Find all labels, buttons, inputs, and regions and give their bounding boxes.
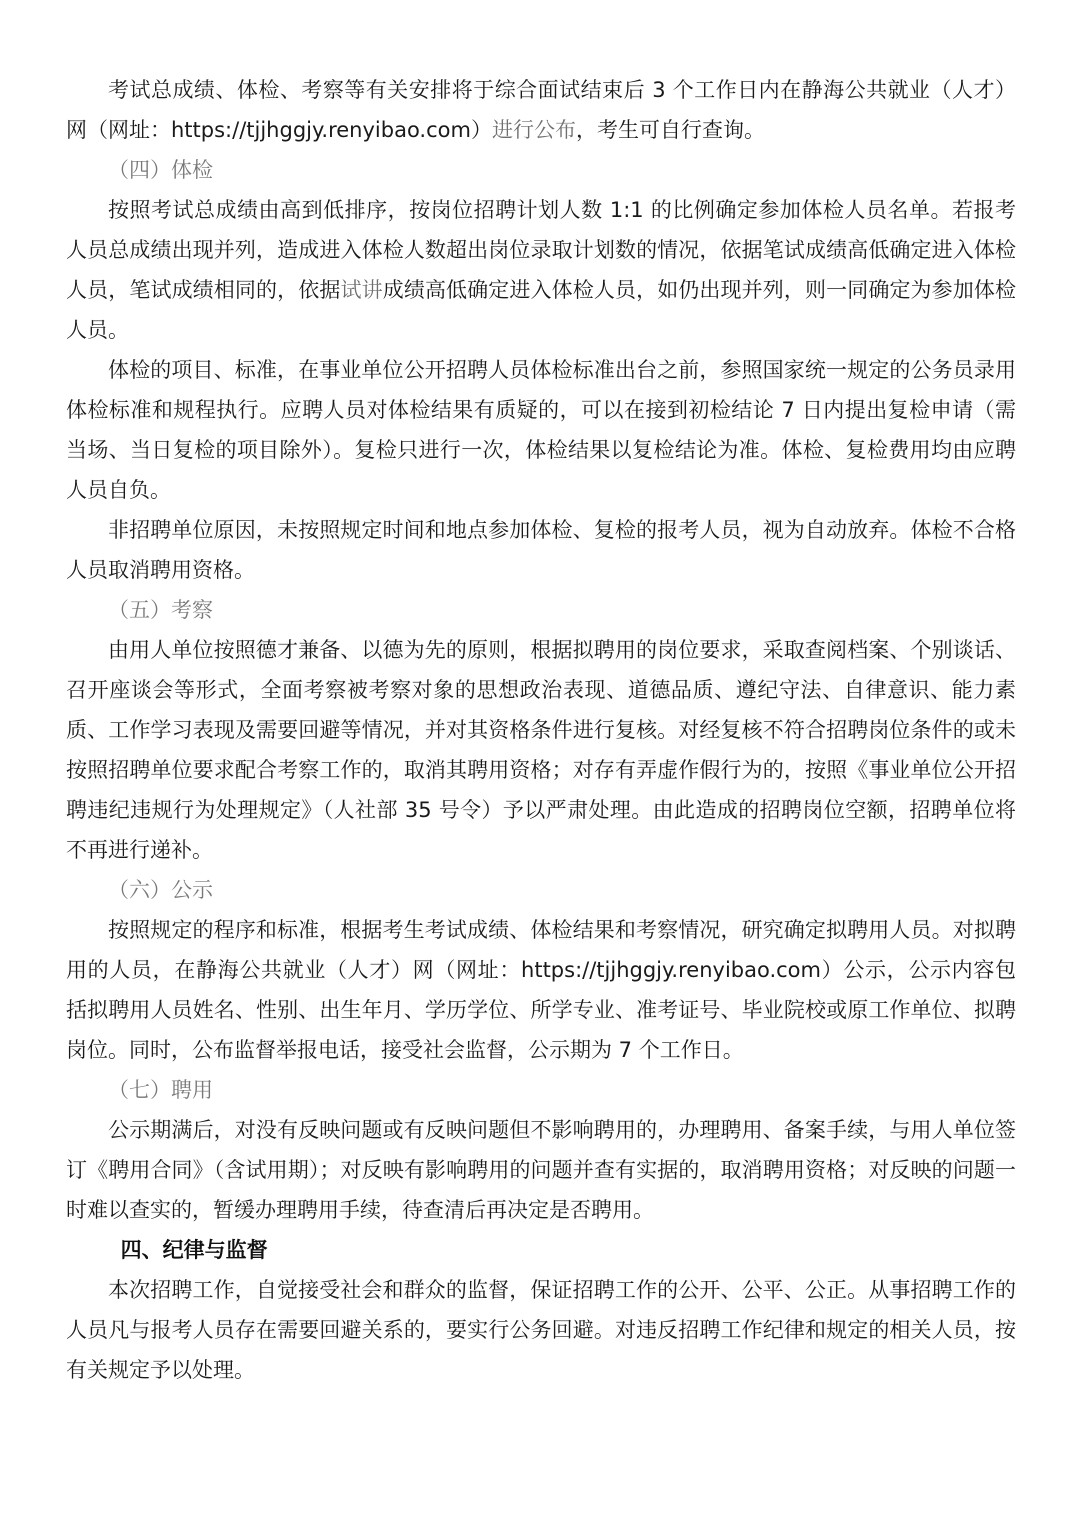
document-page <box>66 70 1016 1390</box>
physical-text-highlight: 试讲 <box>340 278 383 302</box>
paragraph-employment: 公示期满后，对没有反映问题或有反映问题但不影响聘用的，办理聘用、备案手续，与用人单位签订《聘用合同》（含试用期）；对反映有影响聘用的问题并查有实据的，取消聘用资格；对反映的问题一时难以查实的，暂缓办理聘用手续，待查清后再决定是否聘用。 <box>66 1118 1016 1222</box>
heading-discipline-supervision: 四、纪律与监督 <box>120 1238 268 1262</box>
heading-publicity: （六）公示 <box>108 878 213 902</box>
paragraph-publicity: 按照规定的程序和标准，根据考生考试成绩、体检结果和考察情况，研究确定拟聘用人员。对拟聘用的人员，在静海公共就业（人才）网（网址：https://tjjhggjy.renyibao.com）公示，公示内容包括拟聘用人员姓名、性别、出生年月、学历学位、所学专业、准考证号、毕业院校或原工作单位、拟聘岗位。同时，公布监督举报电话，接受社会监督，公示期为 7 个工作日。 <box>66 918 1016 1062</box>
heading-inspection: （五）考察 <box>108 598 213 622</box>
paragraph-physical-exam-absence: 非招聘单位原因，未按照规定时间和地点参加体检、复检的报考人员，视为自动放弃。体检不合格人员取消聘用资格。 <box>66 518 1016 582</box>
physical-text-start: 按照考试总成绩由高到低排序，按岗位招聘计划人数 1:1 的比例确定参加体检人员名单。若报考人员总成绩出现并列，造成进入体检人数超出岗位录取计划数的情况，依据笔试成绩高低确定进入体检人员，笔试成绩相同的，依据 <box>66 198 1016 302</box>
results-text-end: ，考生可自行查询。 <box>575 118 765 142</box>
paragraph-physical-exam-standard: 体检的项目、标准，在事业单位公开招聘人员体检标准出台之前，参照国家统一规定的公务员录用体检标准和规程执行。应聘人员对体检结果有质疑的，可以在接到初检结论 7 日内提出复检申请（需当场、当日复检的项目除外）。复检只进行一次，体检结果以复检结论为准。体检、复检费用均由应聘人员自负。 <box>66 358 1016 502</box>
results-text-start: 考试总成绩、体检、考察等有关安排将于综合面试结束后 3 个工作日内在静海公共就业（人才）网（网址：https://tjjhggjy.renyibao.com） <box>66 78 1016 142</box>
physical-text-end: 成绩高低确定进入体检人员，如仍出现并列，则一同确定为参加体检人员。 <box>66 278 1017 342</box>
paragraph-results-announcement <box>66 70 1016 150</box>
results-text-highlight: 进行公布 <box>491 118 576 142</box>
paragraph-inspection: 由用人单位按照德才兼备、以德为先的原则，根据拟聘用的岗位要求，采取查阅档案、个别谈话、召开座谈会等形式，全面考察被考察对象的思想政治表现、道德品质、遵纪守法、自律意识、能力素质、工作学习表现及需要回避等情况，并对其资格条件进行复核。对经复核不符合招聘岗位条件的或未按照招聘单位要求配合考察工作的，取消其聘用资格；对存有弄虚作假行为的，按照《事业单位公开招聘违纪违规行为处理规定》（人社部 35 号令）予以严肃处理。由此造成的招聘岗位空额，招聘单位将不再进行递补。 <box>66 638 1016 862</box>
heading-employment: （七）聘用 <box>108 1078 213 1102</box>
paragraph-physical-exam-ranking <box>66 190 1016 350</box>
heading-physical-exam: （四）体检 <box>108 158 213 182</box>
paragraph-discipline-supervision: 本次招聘工作，自觉接受社会和群众的监督，保证招聘工作的公开、公平、公正。从事招聘工作的人员凡与报考人员存在需要回避关系的，要实行公务回避。对违反招聘工作纪律和规定的相关人员，按有关规定予以处理。 <box>66 1278 1016 1382</box>
